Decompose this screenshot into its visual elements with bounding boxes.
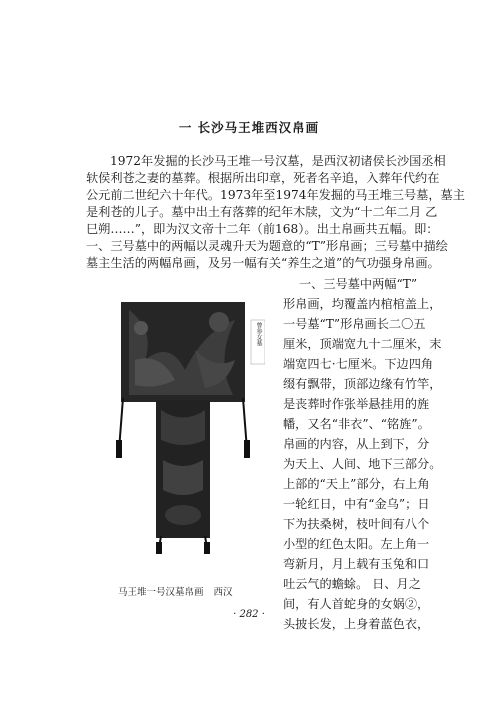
figure-caption	[118, 584, 243, 598]
text-line: 吐云气的蟾蜍。 日、月之	[283, 577, 421, 591]
text-line: 幡，又名“非衣”、“铭旌”。	[283, 417, 430, 431]
text-line: 形帛画，均覆盖内棺棺盖上，	[283, 297, 442, 311]
text-line: 轪侯利苍之妻的墓葬。根据所出印章，死者名辛追，入葬年代约在	[86, 171, 440, 185]
text-line: 下为扶桑树，枝叶间有八个	[283, 517, 430, 531]
caption-period: 西汉	[213, 587, 233, 598]
text-line: 1972年发掘的长沙马王堆一号汉墓，是西汉初诸侯长沙国丞相	[110, 154, 446, 168]
text-line: 缀有飘带，顶部边缘有竹竿，	[283, 377, 442, 391]
text-line: 是丧葬时作张举悬挂用的旌	[283, 397, 430, 411]
text-line: 厘米，顶端宽九十二厘米，末	[283, 337, 442, 351]
text-line: 帛画的内容，从上到下，分	[283, 437, 430, 451]
text-line: 一轮红日，中有“金乌”；日	[283, 497, 430, 511]
text-line: 为天上、人间、地下三部分。	[283, 457, 442, 471]
section-heading: 一 长沙马王堆西汉帛画	[178, 120, 320, 135]
text-line: 是利苍的儿子。墓中出土有落葬的纪年木牍，文为“十二年二月 乙	[86, 205, 438, 219]
text-line: 间，有人首蛇身的女娲②，	[283, 597, 430, 611]
text-line: 头披长发，上身着蓝色衣，	[283, 617, 430, 631]
text-line: 一号墓“T”形帛画长二〇五	[283, 317, 426, 331]
text-line: 一、三号墓中的两幅以灵魂升天为题意的“T”形帛画；三号墓中描绘	[86, 239, 448, 253]
text-line: 一、三号墓中两幅“T”	[299, 277, 418, 291]
text-line: 小型的红色太阳。左上角一	[283, 537, 430, 551]
text-line: 弯新月，月上载有玉兔和口	[283, 557, 430, 571]
text-line: 墓主生活的两幅帛画，及另一幅有关“养生之道”的气功强身帛画。	[86, 256, 440, 270]
caption-title: 马王堆一号汉墓帛画	[118, 587, 204, 598]
text-line: 巳朔……”，即为汉文帝十二年（前168）。出土帛画共五幅。即：	[86, 222, 439, 236]
text-line: 端宽四七·七厘米。下边四角	[283, 357, 434, 371]
text-line: 上部的“天上”部分，右上角	[283, 477, 430, 491]
t-shaped-silk-painting-image	[115, 300, 265, 555]
page-number: · 282 ·	[233, 609, 265, 620]
text-line: 公元前二世纪六十年代。1973年至1974年发掘的马王堆三号墓，墓主	[86, 188, 465, 202]
painting-label-strip: 曾参女墓	[255, 322, 262, 346]
